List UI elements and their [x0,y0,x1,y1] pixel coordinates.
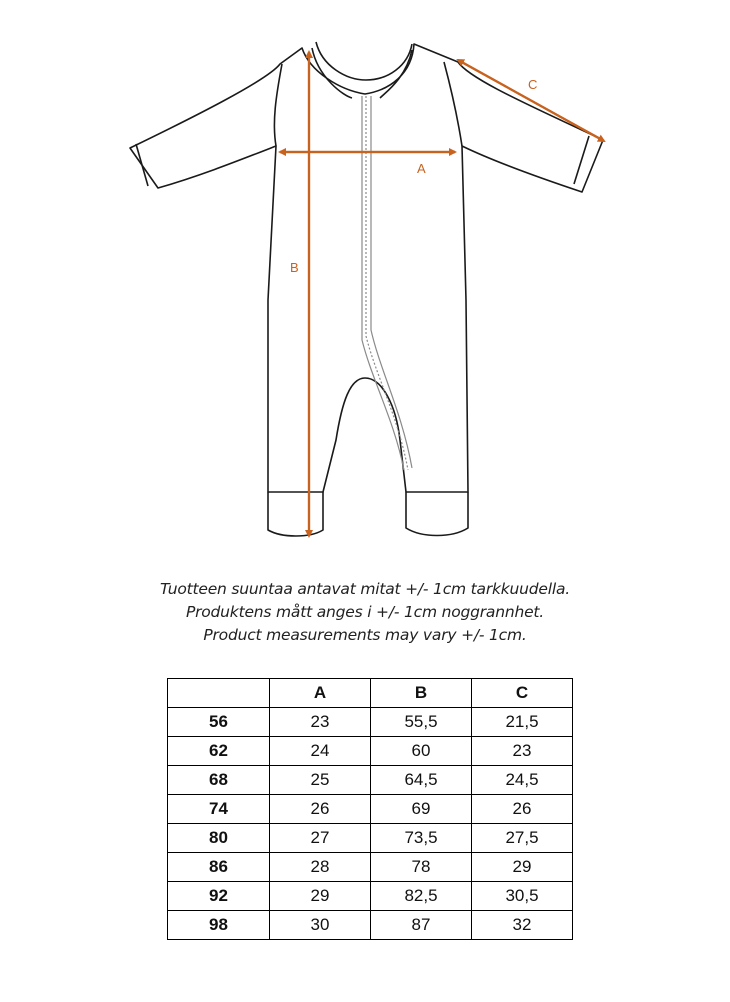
cell-c: 23 [472,737,573,766]
table-row [168,795,573,824]
measurement-notes [0,578,730,647]
cell-size: 98 [168,911,270,940]
arrow-c-rev [458,60,604,141]
cell-a: 29 [270,882,371,911]
cell-c: 29 [472,853,573,882]
table-row [168,911,573,940]
note-swedish: Produktens mått anges i +/- 1cm noggrannhet. [185,603,545,621]
size-chart-table [167,678,573,940]
cell-a: 30 [270,911,371,940]
note-finnish: Tuotteen suuntaa antavat mitat +/- 1cm tarkkuudella. [160,580,570,598]
table-row [168,882,573,911]
cell-a: 25 [270,766,371,795]
cell-a: 26 [270,795,371,824]
cell-a: 23 [270,708,371,737]
table-row [168,766,573,795]
cell-size: 92 [168,882,270,911]
cell-c: 21,5 [472,708,573,737]
label-a: A [417,161,426,176]
cell-c: 26 [472,795,573,824]
cell-b: 78 [371,853,472,882]
label-c: C [528,77,538,92]
cell-c: 24,5 [472,766,573,795]
header-a: A [270,679,371,708]
cell-c: 27,5 [472,824,573,853]
cell-c: 30,5 [472,882,573,911]
cell-a: 28 [270,853,371,882]
cell-a: 27 [270,824,371,853]
table-row [168,708,573,737]
table-row [168,737,573,766]
cell-b: 82,5 [371,882,472,911]
header-c: C [472,679,573,708]
table-row [168,824,573,853]
table-row [168,853,573,882]
note-english: Product measurements may vary +/- 1cm. [203,626,527,644]
cell-c: 32 [472,911,573,940]
cell-size: 74 [168,795,270,824]
measurement-arrows [280,52,604,536]
cell-b: 69 [371,795,472,824]
table-header-row [168,679,573,708]
cell-size: 56 [168,708,270,737]
cell-b: 60 [371,737,472,766]
cell-b: 87 [371,911,472,940]
cell-b: 73,5 [371,824,472,853]
cell-a: 24 [270,737,371,766]
header-b: B [371,679,472,708]
cell-size: 80 [168,824,270,853]
cell-size: 86 [168,853,270,882]
cell-size: 62 [168,737,270,766]
cell-size: 68 [168,766,270,795]
label-b: B [290,260,299,275]
cell-b: 55,5 [371,708,472,737]
cell-b: 64,5 [371,766,472,795]
header-size [168,679,270,708]
